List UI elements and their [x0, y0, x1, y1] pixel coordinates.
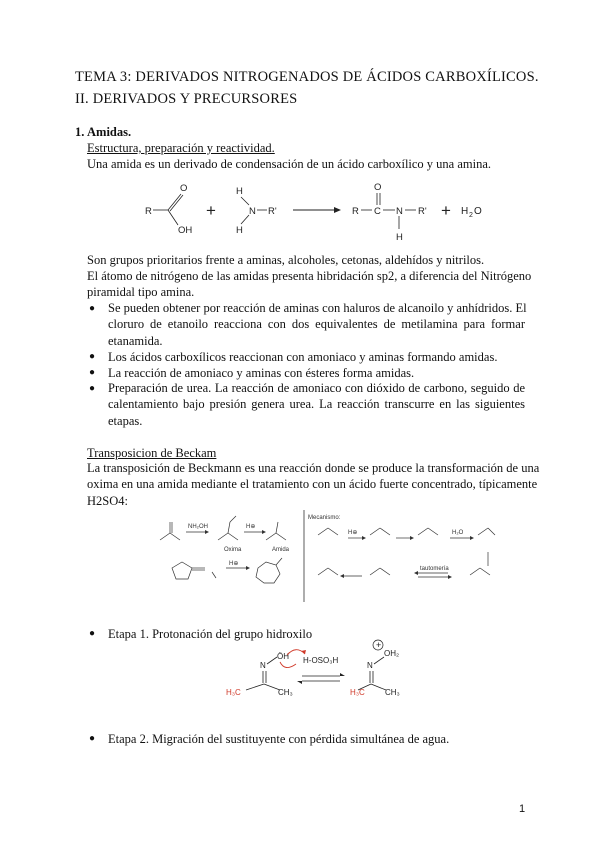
- beckman-paragraph-l3: H2SO4:: [87, 494, 128, 508]
- amide-r-label: R: [352, 206, 359, 217]
- stage1-ch3-2: CH₃: [385, 688, 400, 697]
- bullet-icon: ●: [89, 628, 96, 639]
- tautomer-label: tautomería: [420, 566, 449, 572]
- bullet-3: La reacción de amoniaco y aminas con ésteres forma amidas.: [108, 366, 415, 380]
- plus-sign-2: +: [441, 201, 451, 220]
- amide-r2-label: R': [418, 206, 427, 217]
- water-sub: 2: [469, 212, 473, 219]
- page-number: 1: [519, 803, 526, 815]
- mechanism-acid-label: H⊕: [348, 530, 358, 536]
- stage-2-text: Etapa 2. Migración del sustituyente con pérdida simultánea de agua.: [108, 732, 450, 746]
- bullet-icon: ●: [89, 367, 96, 378]
- amide-h-label: H: [396, 232, 403, 243]
- plus-sign-1: +: [206, 201, 216, 220]
- amide-label: Amida: [272, 547, 290, 553]
- stage1-oh2: OH₂: [384, 649, 400, 658]
- bullet-icon: ●: [89, 303, 96, 314]
- bullet-1-line-3: etanamida.: [108, 334, 163, 348]
- bullet-icon: ●: [89, 351, 96, 362]
- reagent-label: NH₂OH: [188, 524, 208, 530]
- amine-n-label: N: [249, 206, 256, 217]
- intro-paragraph: Una amida es un derivado de condensación de un ácido carboxílico y una amina.: [87, 157, 492, 171]
- mechanism-label: Mecanismo:: [308, 515, 341, 521]
- beckman-paragraph-l2: oxima en una amida mediante el tratamiento con un ácido fuerte concentrado, típicamente: [87, 477, 538, 491]
- water-o: O: [474, 206, 482, 217]
- water-h: H: [461, 206, 469, 217]
- stage1-n-right: N: [367, 661, 373, 670]
- stage1-acid: H-OSO₃H: [303, 656, 339, 665]
- oxime-label: Oxima: [224, 547, 242, 553]
- amide-c-label: C: [374, 206, 381, 217]
- stage-1-text: Etapa 1. Protonación del grupo hidroxilo: [108, 627, 313, 641]
- paragraph-hybridization-l1: El átomo de nitrógeno de las amidas presenta hibridación sp2, a diferencia del Nitrógeno: [87, 269, 532, 283]
- amide-n-label: N: [396, 206, 403, 217]
- bullet-4-line-1: Preparación de urea. La reacción de amoniaco con dióxido de carbono, seguido de: [108, 381, 525, 395]
- mechanism-water-label: H₂O: [452, 530, 464, 536]
- stage1-oh: ÖH: [277, 652, 289, 661]
- beckman-heading: Transposicion de Beckam: [87, 446, 217, 460]
- section-subheading: Estructura, preparación y reactividad.: [87, 141, 275, 155]
- paragraph-priority: Son grupos prioritarios frente a aminas, alcoholes, cetonas, aldehídos y nitrilos.: [87, 253, 485, 267]
- acid-catalyst-label: H⊕: [246, 524, 256, 530]
- amine-h1-label: H: [236, 186, 243, 197]
- amine-r-label: R': [268, 206, 277, 217]
- acid-r-label: R: [145, 206, 152, 217]
- document-title-line-1: TEMA 3: DERIVADOS NITROGENADOS DE ÁCIDOS CARBOXÍLICOS.: [75, 69, 539, 85]
- beckman-paragraph-l1: La transposición de Beckmann es una reacción donde se produce la transformación de una: [87, 461, 540, 475]
- bullet-4-line-2: calentamiento bajo presión genera urea. La reacción transcurre en las siguientes: [108, 397, 525, 411]
- section-number: 1.: [75, 125, 85, 139]
- section-heading: Amidas.: [87, 125, 132, 139]
- bullet-1-line-2: cloruro de etanoilo reacciona con dos equivalentes de metilamina para formar: [108, 317, 525, 331]
- acid-oh-label: OH: [178, 225, 193, 236]
- paragraph-hybridization-l2: piramidal tipo amina.: [87, 285, 195, 299]
- acid-o-label: O: [180, 183, 188, 194]
- stage1-ch3-red-2: H₃C: [350, 688, 365, 697]
- stage1-ch3-red: H₃C: [226, 688, 241, 697]
- stage1-n-left: N: [260, 661, 266, 670]
- acid-catalyst-label-2: H⊕: [229, 561, 239, 567]
- amide-o-label: O: [374, 182, 382, 193]
- bullet-icon: ●: [89, 383, 96, 394]
- amine-h2-label: H: [236, 225, 243, 236]
- bullet-1-line-1: Se pueden obtener por reacción de aminas con haluros de alcanoilo y anhídridos. El: [108, 301, 527, 315]
- bullet-icon: ●: [89, 733, 96, 744]
- bullet-2: Los ácidos carboxílicos reaccionan con amoniaco y aminas formando amidas.: [108, 350, 498, 364]
- stage1-ch3: CH₃: [278, 688, 293, 697]
- document-title-line-2: II. DERIVADOS Y PRECURSORES: [75, 91, 298, 107]
- bullet-4-line-3: etapas.: [108, 414, 143, 428]
- stage1-plus: +: [376, 640, 382, 650]
